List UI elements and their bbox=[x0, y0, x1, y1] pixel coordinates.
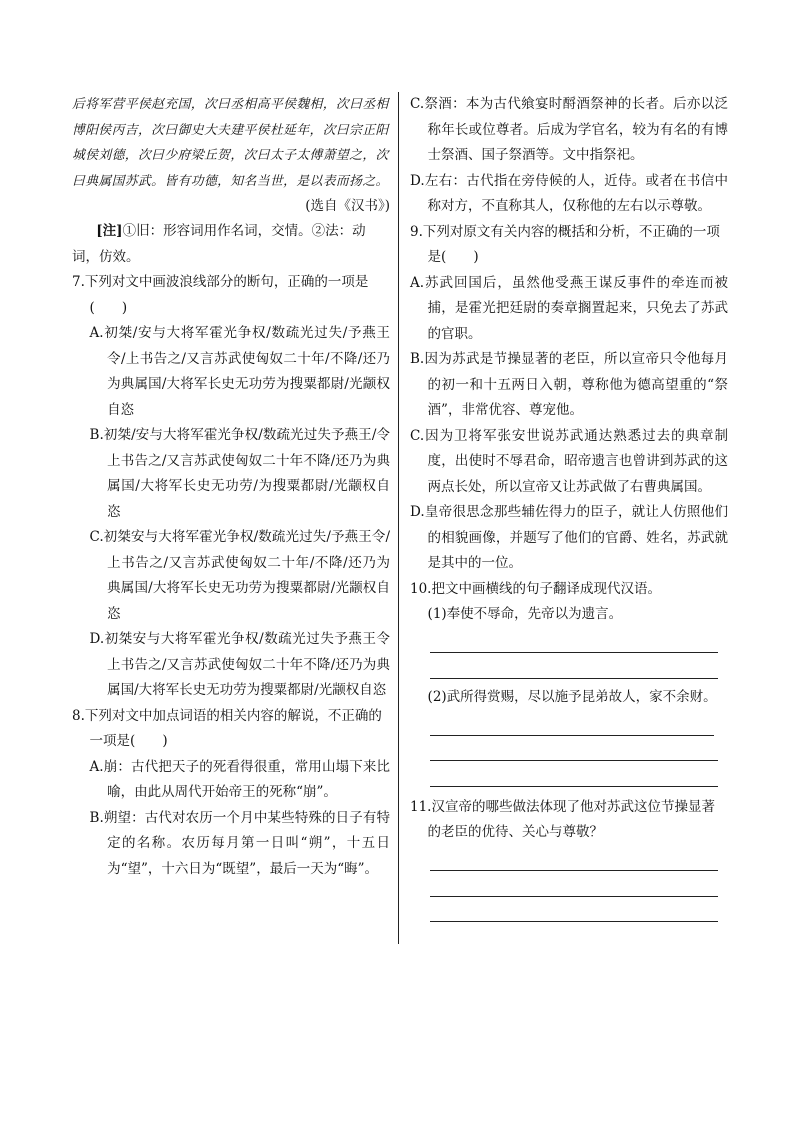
question-10-sub-1: (1)奉使不辱命，先帝以为遗言。 bbox=[427, 606, 623, 622]
question-8-option-b[interactable]: B.朔望：古代对农历一个月中某些特殊的日子有特定的名称。农历每月第一日叫“朔”，十五日为“望”，十六日为“既望”，最后一天为“晦”。 bbox=[89, 809, 390, 877]
question-9-option-b[interactable]: B.因为苏武是节操显著的老臣，所以宣帝只令他每月的初一和十五两日入朝，尊称他为德高望重的“祭酒”，非常优容、尊宠他。 bbox=[410, 351, 728, 418]
answer-line[interactable] bbox=[430, 871, 718, 897]
question-8-option-a[interactable]: A.崩：古代把天子的死看得很重，常用山塌下来比喻，由此从周代开始帝王的死称“崩”。 bbox=[89, 758, 390, 800]
answer-line[interactable] bbox=[430, 761, 718, 787]
answer-line[interactable] bbox=[430, 710, 714, 736]
question-7-option-a[interactable]: A.初桀/安与大将军霍光争权/数疏光过失/予燕王令/上书告之/又言苏武使匈奴二十年/不降/还乃为典属国/大将军长史无功劳为搜粟都尉/光颛权自恣 bbox=[89, 325, 390, 418]
question-9-option-c[interactable]: C.因为卫将军张安世说苏武通达熟悉过去的典章制度，出使时不辱君命，昭帝遗言也曾讲到苏武的这两点长处，所以宣帝又让苏武做了右曹典属国。 bbox=[410, 427, 728, 495]
question-7-option-c[interactable]: C.初桀安与大将军霍光争权/数疏光过失/予燕王令/上书告之/又言苏武使匈奴二十年/不降/还乃为典属国/大将军长史无功劳为搜粟都尉/光颛权自恣 bbox=[89, 529, 390, 622]
note-label: [注] bbox=[96, 223, 123, 239]
question-11-stem: 11.汉宣帝的哪些做法体现了他对苏武这位节操显著的老臣的优待、关心与尊敬？ bbox=[410, 798, 715, 840]
answer-line[interactable] bbox=[430, 897, 718, 923]
answer-line[interactable] bbox=[430, 846, 718, 872]
answer-line[interactable] bbox=[430, 736, 718, 762]
question-7-option-d[interactable]: D.初桀安与大将军霍光争权/数疏光过失予燕王令上书告之/又言苏武使匈奴二十年不降/还乃为典属国/大将军长史无功劳为搜粟都尉/光颛权自恣 bbox=[89, 631, 390, 698]
question-9-option-a[interactable]: A.苏武回国后，虽然他受燕王谋反事件的牵连而被捕，是霍光把廷尉的奏章搁置起来，只免去了苏武的官职。 bbox=[410, 274, 728, 342]
question-9-option-d[interactable]: D.皇帝很思念那些辅佐得力的臣子，就让人仿照他们的相貌画像，并题写了他们的官爵、姓名，苏武就是其中的一位。 bbox=[410, 504, 728, 571]
answer-line[interactable] bbox=[430, 628, 718, 654]
question-10-sub-2: (2)武所得赏赐，尽以施予昆弟故人，家不余财。 bbox=[427, 688, 717, 705]
question-7-option-b[interactable]: B.初桀/安与大将军霍光争权/数疏光过失予燕王/令上书告之/又言苏武使匈奴二十年不降/还乃为典属国/大将军长史无功劳/为搜粟都尉/光颛权自恣 bbox=[89, 427, 390, 520]
column-divider bbox=[398, 92, 399, 944]
source-citation: (选自《汉书》) bbox=[305, 198, 390, 214]
question-7-stem: 7.下列对文中画波浪线部分的断句，正确的一项是( ) bbox=[72, 274, 369, 316]
right-column bbox=[410, 92, 728, 922]
annotation-note bbox=[72, 219, 390, 270]
left-column bbox=[72, 92, 390, 882]
question-8-option-d[interactable]: D.左右：古代指在旁侍候的人，近侍。或者在书信中称对方，不直称其人，仅称他的左右以示尊敬。 bbox=[410, 172, 728, 214]
question-8-stem: 8.下列对文中加点词语的相关内容的解说，不正确的一项是( ) bbox=[72, 707, 382, 749]
answer-line[interactable] bbox=[430, 653, 718, 679]
passage-text: 后将军营平侯赵充国，次曰丞相高平侯魏相，次曰丞相博阳侯丙吉，次曰御史大夫建平侯杜延年，次曰宗正阳城侯刘德，次曰少府梁丘贺，次曰太子太傅萧望之，次曰典属国苏武。皆有功德，知名当世，是以表而扬之。 bbox=[72, 97, 389, 189]
question-8-option-c[interactable]: C.祭酒：本为古代飨宴时酹酒祭神的长者。后亦以泛称年长或位尊者。后成为学官名，较为有名的有博士祭酒、国子祭酒等。文中指祭祀。 bbox=[410, 96, 728, 163]
question-9-stem: 9.下列对原文有关内容的概括和分析，不正确的一项是( ) bbox=[410, 223, 720, 265]
note-text: ①旧：形容词用作名词，交情。②法：动词，仿效。 bbox=[72, 223, 366, 265]
question-10-stem: 10.把文中画横线的句子翻译成现代汉语。 bbox=[410, 580, 661, 597]
